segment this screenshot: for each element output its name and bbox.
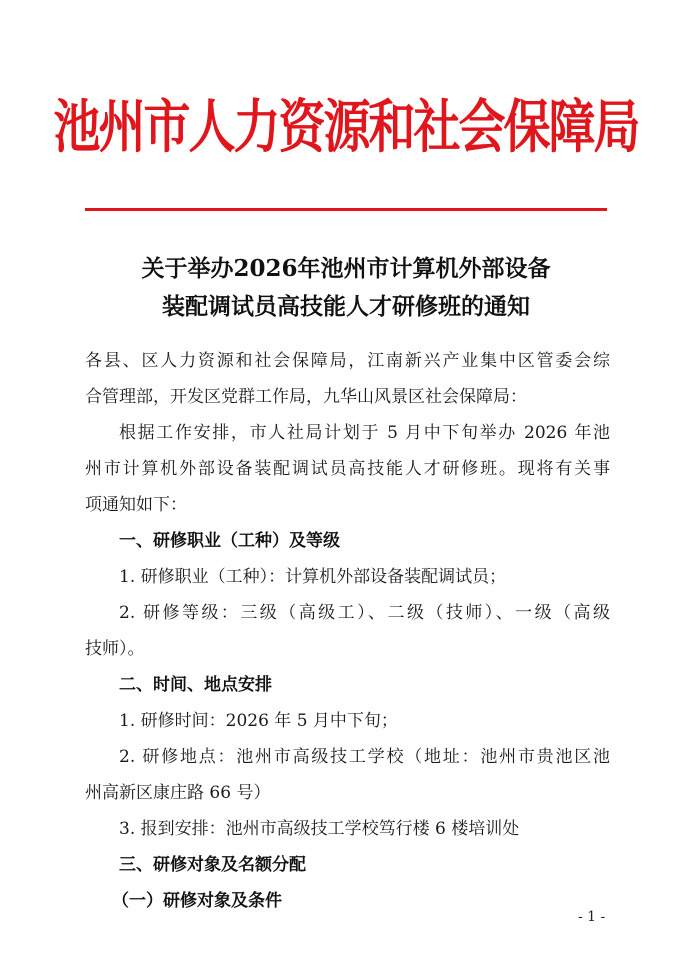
list-item-registration: 3. 报到安排：池州市高级技工学校笃行楼 6 楼培训处: [119, 819, 520, 839]
list-item-level-line-2: 技师）。: [85, 639, 145, 659]
subsection-heading-1: （一）研修对象及条件: [112, 891, 282, 911]
intro-paragraph-line-1: 根据工作安排，市人社局计划于 5 月中下旬举办 2026 年池: [119, 423, 610, 443]
section-heading-3: 三、研修对象及名额分配: [119, 855, 306, 875]
addressee-line-2: 合管理部，开发区党群工作局，九华山风景区社会保障局：: [85, 387, 527, 407]
notice-title-line-1: 关于举办2026年池州市计算机外部设备: [141, 255, 551, 282]
list-item-location-line-1: 2. 研修地点：池州市高级技工学校（地址：池州市贵池区池: [119, 747, 610, 767]
notice-title-line-2: 装配调试员高技能人才研修班的通知: [162, 293, 530, 320]
list-item-time: 1. 研修时间：2026 年 5 月中下旬；: [119, 711, 398, 731]
list-item-level-line-1: 2. 研修等级：三级（高级工）、二级（技师）、一级（高级: [119, 603, 610, 623]
list-item-location-line-2: 州高新区康庄路 66 号）: [85, 783, 271, 803]
masthead-title: 池州市人力资源和社会保障局: [53, 94, 639, 162]
section-heading-2: 二、时间、地点安排: [119, 675, 272, 695]
page-number: - 1 -: [578, 909, 606, 925]
list-item-occupation: 1. 研修职业（工种）：计算机外部设备装配调试员；: [119, 567, 507, 587]
red-divider-line: [85, 208, 607, 211]
intro-paragraph-line-3: 项通知如下：: [85, 495, 187, 515]
intro-paragraph-line-2: 州市计算机外部设备装配调试员高技能人才研修班。现将有关事: [85, 459, 610, 479]
addressee-line-1: 各县、区人力资源和社会保障局，江南新兴产业集中区管委会综: [85, 351, 610, 371]
section-heading-1: 一、研修职业（工种）及等级: [119, 531, 340, 551]
